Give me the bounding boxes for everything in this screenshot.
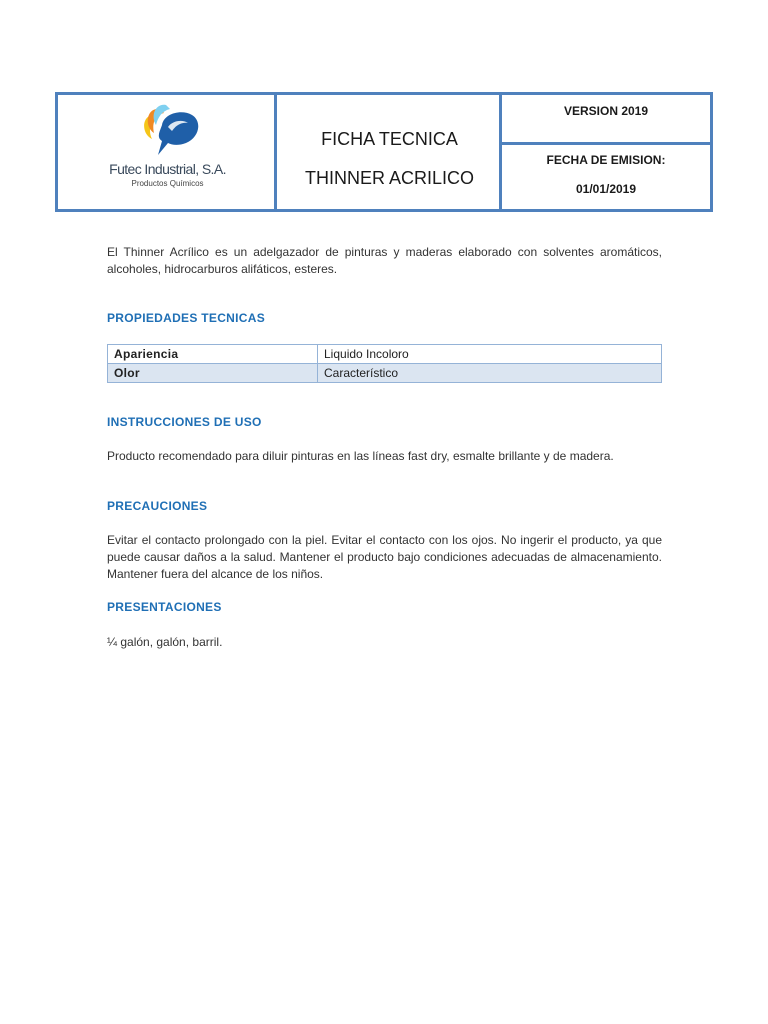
- company-name: Futec Industrial, S.A.: [109, 161, 226, 177]
- emission-date: 01/01/2019: [575, 182, 637, 196]
- emission-cell: [502, 145, 710, 209]
- document-title-line1: FICHA TECNICA: [321, 129, 458, 149]
- instructions-heading: INSTRUCCIONES DE USO: [107, 415, 262, 429]
- intro-paragraph: El Thinner Acrílico es un adelgazador de pinturas y maderas elaborado con solventes aromáticos, alcoholes, hidrocarburos alifáticos, esteres.: [107, 245, 662, 276]
- version-label: VERSION 2019: [563, 104, 649, 118]
- presentations-heading: PRESENTACIONES: [107, 600, 222, 614]
- company-logo-icon: [138, 103, 202, 159]
- properties-heading: PROPIEDADES TECNICAS: [107, 311, 266, 325]
- precautions-heading: PRECAUCIONES: [107, 499, 208, 513]
- properties-table: [107, 344, 662, 383]
- property-key: Olor: [108, 364, 318, 383]
- presentations-paragraph: ¼ galón, galón, barril.: [107, 635, 223, 649]
- title-cell: [277, 95, 502, 209]
- document-title-line2: THINNER ACRILICO: [304, 168, 475, 188]
- property-value: Característico: [318, 364, 662, 383]
- document-header: [55, 92, 713, 212]
- precautions-paragraph: Evitar el contacto prolongado con la piel. Evitar el contacto con los ojos. No ingerir el producto, ya que puede causar daños a la salud. Mantener el producto bajo condiciones adecuadas de almacenamiento. Mantener fuera del alcance de los niños.: [107, 533, 662, 581]
- instructions-paragraph: Producto recomendado para diluir pinturas en las líneas fast dry, esmalte brillante y de madera.: [107, 449, 614, 463]
- version-cell: [502, 95, 710, 145]
- table-row: [108, 345, 662, 364]
- emission-label: FECHA DE EMISION:: [546, 153, 666, 167]
- property-value: Liquido Incoloro: [318, 345, 662, 364]
- company-subtitle: Productos Químicos: [131, 179, 204, 188]
- logo-cell: [58, 95, 277, 209]
- property-key: Apariencia: [108, 345, 318, 364]
- table-row: [108, 364, 662, 383]
